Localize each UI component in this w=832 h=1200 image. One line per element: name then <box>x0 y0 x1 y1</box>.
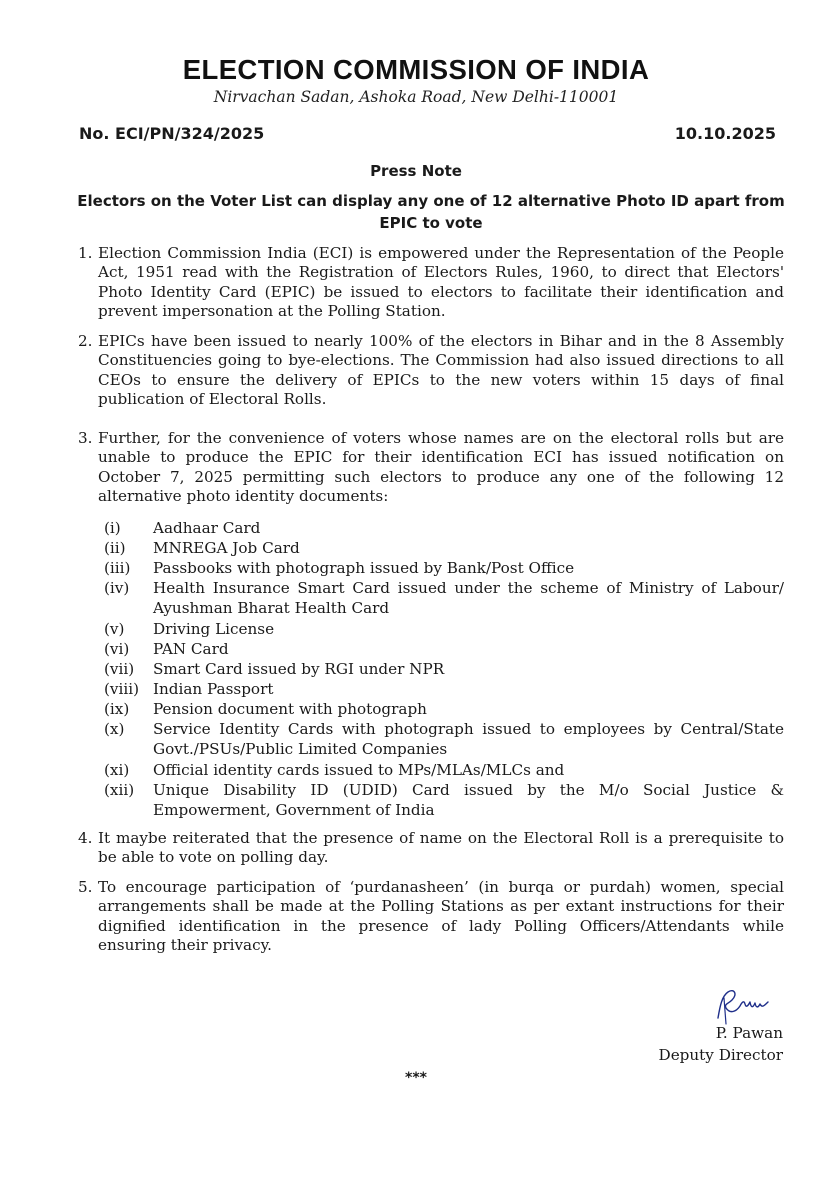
id-document-item <box>104 518 784 538</box>
item-numeral: (ii) <box>104 539 126 557</box>
signatory-designation: Deputy Director <box>658 1046 783 1064</box>
signatory-name: P. Pawan <box>715 1024 783 1042</box>
id-document-item <box>104 719 784 759</box>
paragraph-text: It maybe reiterated that the presence of name on the Electoral Roll is a prerequisite to be able to vote on polling day. <box>98 829 784 867</box>
item-text: Service Identity Cards with photograph issued to employees by Central/State Govt./PSUs/Public Limited Companies <box>153 720 784 758</box>
id-document-item <box>104 659 784 679</box>
end-of-document-mark: *** <box>405 1070 427 1086</box>
item-text: Smart Card issued by RGI under NPR <box>153 660 445 678</box>
paragraph-text: Further, for the convenience of voters whose names are on the electoral rolls but are unable to produce the EPIC for their identification ECI has issued notification on October 7, 2025 permitting such electors to produce any one of the following 12 alternative photo identity documents: <box>98 429 784 506</box>
office-address: Nirvachan Sadan, Ashoka Road, New Delhi-110001 <box>213 88 619 106</box>
page-title: ELECTION COMMISSION OF INDIA <box>182 54 650 85</box>
item-numeral: (iii) <box>104 559 131 577</box>
id-document-item <box>104 538 784 558</box>
item-text: Pension document with photograph <box>153 700 427 718</box>
paragraph-number: 3. <box>78 429 93 447</box>
paragraph-number: 2. <box>78 332 93 350</box>
paragraph-number: 5. <box>78 878 93 896</box>
item-numeral: (xii) <box>104 781 135 799</box>
id-document-item <box>104 619 784 639</box>
paragraph-text: Election Commission India (ECI) is empowered under the Representation of the People Act, 1951 read with the Registration of Electors Rules, 1960, to direct that Electors' Photo Identity Card (EPIC) be issued to electors to facilitate their identification and prevent impersonation at the Polling Station. <box>98 244 784 321</box>
id-document-item <box>104 760 784 780</box>
item-text: Official identity cards issued to MPs/MLAs/MLCs and <box>153 761 565 779</box>
id-document-item <box>104 679 784 699</box>
item-numeral: (ix) <box>104 700 130 718</box>
id-document-item <box>104 639 784 659</box>
issue-date: 10.10.2025 <box>674 124 776 143</box>
signature <box>700 984 780 1028</box>
paragraph-number: 1. <box>78 244 93 262</box>
item-numeral: (v) <box>104 620 125 638</box>
id-document-item <box>104 699 784 719</box>
item-text: Unique Disability ID (UDID) Card issued by the M/o Social Justice & Empowerment, Government of India <box>153 781 784 819</box>
item-text: Aadhaar Card <box>153 519 261 537</box>
item-numeral: (vi) <box>104 640 130 658</box>
paragraph-number: 4. <box>78 829 93 847</box>
paragraph-1 <box>78 244 784 322</box>
paragraph-3 <box>78 429 784 507</box>
item-numeral: (x) <box>104 720 125 738</box>
item-text: Passbooks with photograph issued by Bank/Post Office <box>153 559 575 577</box>
subject-heading: Electors on the Voter List can display any one of 12 alternative Photo ID apart from EPIC to vote <box>77 192 785 232</box>
item-numeral: (vii) <box>104 660 135 678</box>
item-text: PAN Card <box>153 640 229 658</box>
item-text: Driving License <box>153 620 275 638</box>
item-text: Health Insurance Smart Card issued under the scheme of Ministry of Labour/ Ayushman Bharat Health Card <box>153 579 784 617</box>
paragraph-4 <box>78 829 784 868</box>
paragraph-text: EPICs have been issued to nearly 100% of the electors in Bihar and in the 8 Assembly Constituencies going to bye-elections. The Commission had also issued directions to all CEOs to ensure the delivery of EPICs to the new voters within 15 days of final publication of Electoral Rolls. <box>98 332 784 409</box>
item-numeral: (iv) <box>104 579 130 597</box>
item-numeral: (xi) <box>104 761 130 779</box>
paragraph-5 <box>78 878 784 956</box>
press-note-label: Press Note <box>370 162 462 180</box>
paragraph-text: To encourage participation of ‘purdanasheen’ (in burqa or purdah) women, special arrangements shall be made at the Polling Stations as per extant instructions for their dignified identification in the presence of lady Polling Officers/Attendants while ensuring their privacy. <box>98 878 784 955</box>
id-document-item <box>104 780 784 820</box>
id-document-item <box>104 578 784 618</box>
item-numeral: (viii) <box>104 680 140 698</box>
id-document-item <box>104 558 784 578</box>
reference-number: No. ECI/PN/324/2025 <box>79 124 265 143</box>
item-text: MNREGA Job Card <box>153 539 300 557</box>
item-text: Indian Passport <box>153 680 274 698</box>
paragraph-2 <box>78 332 784 410</box>
item-numeral: (i) <box>104 519 121 537</box>
